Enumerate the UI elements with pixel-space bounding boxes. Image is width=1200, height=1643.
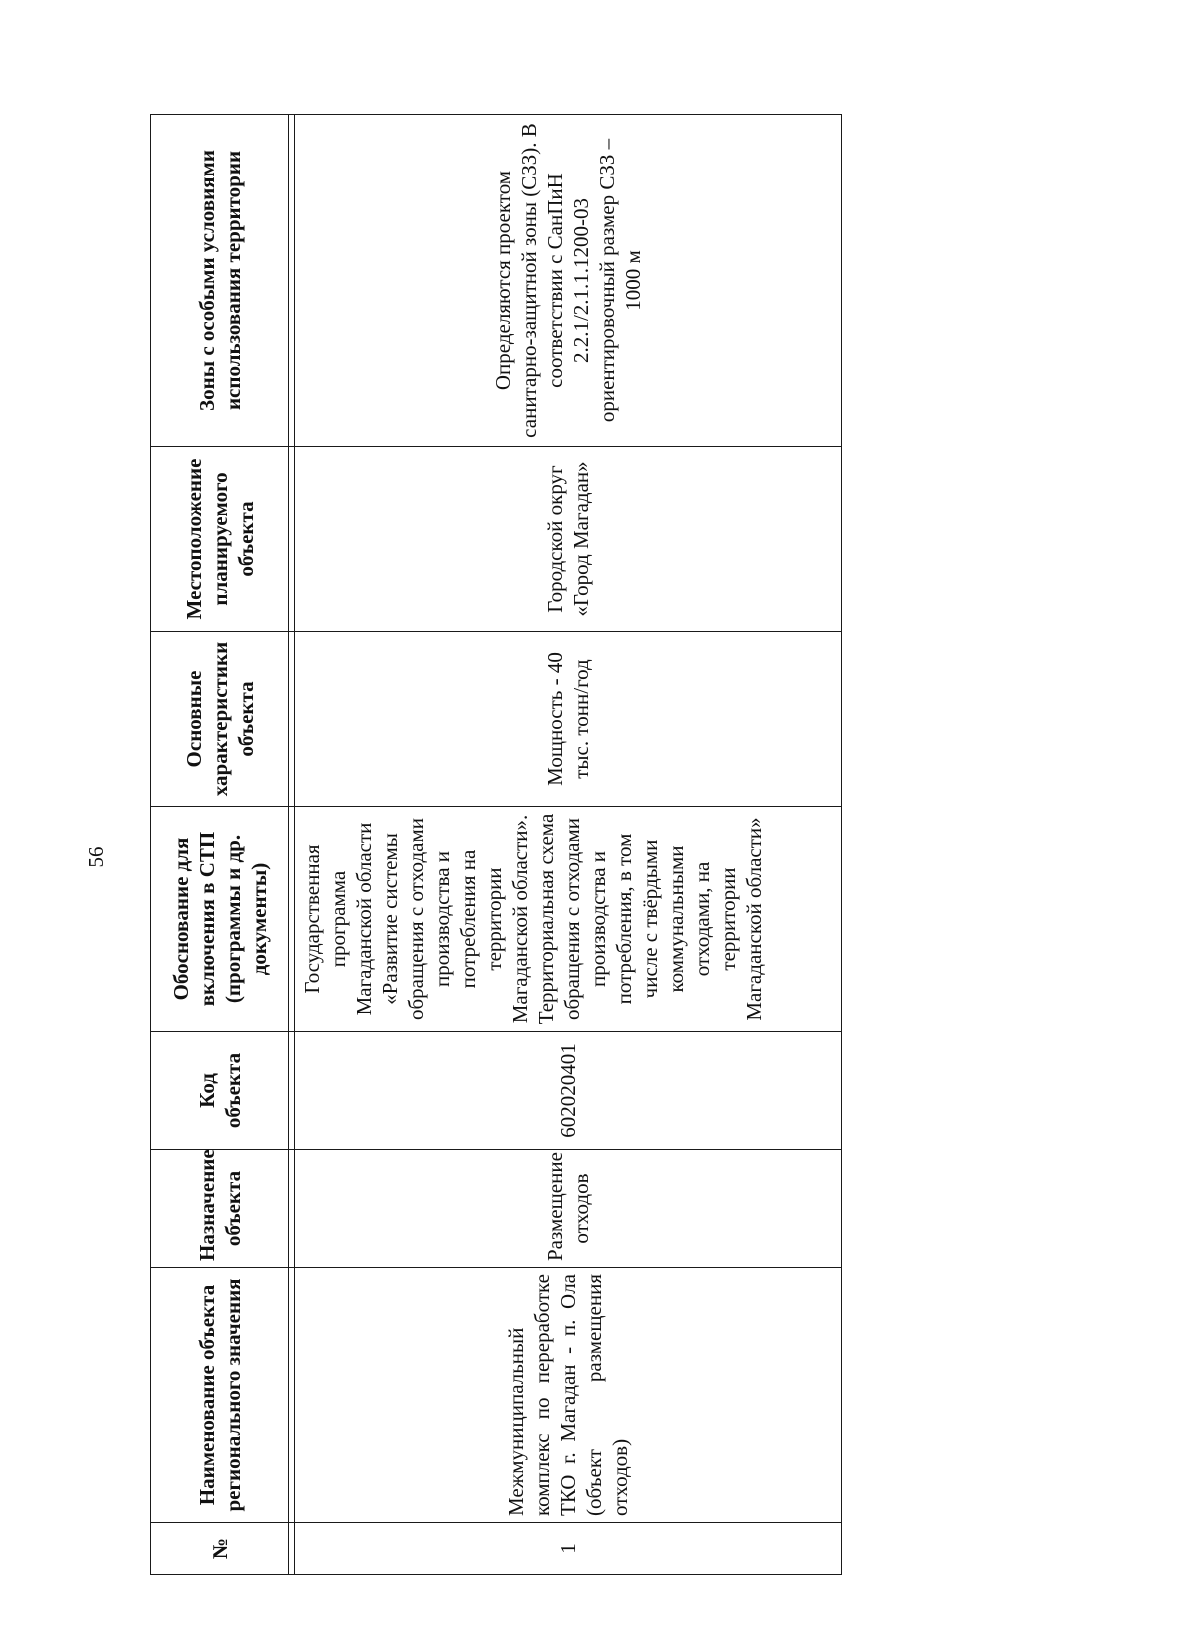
header-name: Наименование объекта регионального значения: [151, 1268, 289, 1523]
header-characteristics: Основные характеристики объекта: [151, 632, 289, 807]
header-basis: Обоснование для включения в СТП (программы и др. документы): [151, 807, 289, 1032]
header-code: Код объекта: [151, 1032, 289, 1150]
table-row: [295, 115, 842, 1575]
cell-basis: Государственная программа Магаданской области «Развитие системы обращения с отходами производства и потребления на территории Магаданской области». Территориальная схема обращения с отходами производства и потребления, в том числе с твёрдыми коммунальными отходами, на территории Магаданской области»: [295, 807, 842, 1032]
header-num: №: [151, 1523, 289, 1575]
cell-characteristics: Мощность - 40 тыс. тонн/год: [295, 632, 842, 807]
cell-zones: Определяются проектом санитарно-защитной зоны (СЗЗ). В соответствии с СанПиН 2.2.1/2.1.1.1200-03 ориентировочный размер СЗЗ – 1000 м: [295, 115, 842, 447]
table-frame: [150, 115, 842, 1575]
header-zones: Зоны с особыми условиями использования территории: [151, 115, 289, 447]
cell-code: 602020401: [295, 1032, 842, 1150]
table-header-row: [151, 115, 289, 1575]
cell-purpose: Размещение отходов: [295, 1150, 842, 1268]
objects-table: [150, 114, 842, 1575]
cell-num: 1: [295, 1523, 842, 1575]
cell-name: Межмуниципальный комплекс по переработке ТКО г. Магадан - п. Ола (объект размещения отходов): [295, 1268, 842, 1523]
header-purpose: Назначение объекта: [151, 1150, 289, 1268]
rotated-table-container: [150, 115, 842, 1575]
page-number: 56: [84, 846, 108, 868]
cell-location: Городской округ «Город Магадан»: [295, 447, 842, 632]
header-location: Местоположение планируемого объекта: [151, 447, 289, 632]
